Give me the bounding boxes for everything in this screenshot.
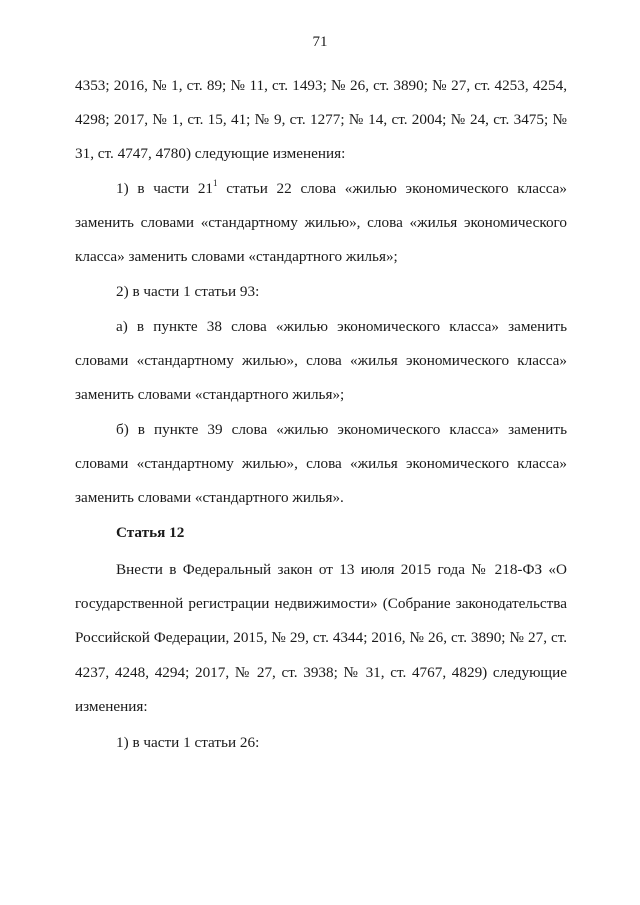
paragraph-subitem-b: [75, 413, 567, 516]
paragraph-item-1: [75, 172, 567, 275]
superscript: 1: [213, 177, 218, 188]
paragraph-subitem-a: [75, 310, 567, 413]
paragraph-continuation: [75, 69, 567, 172]
heading-text: Статья 12: [116, 524, 185, 541]
paragraph-item-1-article-12: [75, 726, 567, 760]
paragraph-text: 1) в части 1 статьи 26:: [116, 734, 260, 751]
page-number: 71: [312, 34, 328, 50]
paragraph-text: [75, 172, 567, 275]
paragraph-text: б) в пункте 39 слова «жилью экономического класса» заменить словами «стандартному жилью», слова «жилья экономического класса» заменить словами «стандартного жилья».: [75, 421, 567, 507]
paragraph-article-intro: [75, 553, 567, 724]
item-1-lead: 1) в части 21: [116, 180, 214, 197]
paragraph-text: а) в пункте 38 слова «жилью экономического класса» заменить словами «стандартному жилью», слова «жилья экономического класса» заменить словами «стандартного жилья»;: [75, 318, 567, 404]
paragraph-text: Внести в Федеральный закон от 13 июля 2015 года № 218-ФЗ «О государственной регистрации недвижимости» (Собрание законодательства Российской Федерации, 2015, № 29, ст. 4344; 2016, № 26, ст. 3890; № 27, ст. 4237, 4248, 4294; 2017, № 27, ст. 3938; № 31, ст. 4767, 4829) следующие изменения:: [75, 561, 567, 715]
paragraph-text: 2) в части 1 статьи 93:: [116, 283, 260, 300]
item-1-rest: статьи 22 слова «жилью экономического класса» заменить словами «стандартному жилью», слова «жилья экономического класса» заменить словами «стандартного жилья»;: [75, 180, 567, 266]
paragraph-item-2: [75, 275, 567, 309]
paragraph-text: 4353; 2016, № 1, ст. 89; № 11, ст. 1493; № 26, ст. 3890; № 27, ст. 4253, 4254, 4298; 2017, № 1, ст. 15, 41; № 9, ст. 1277; № 14, ст. 2004; № 24, ст. 3475; № 31, ст. 4747, 4780) следующие изменения:: [75, 77, 567, 163]
article-heading: [75, 516, 567, 550]
